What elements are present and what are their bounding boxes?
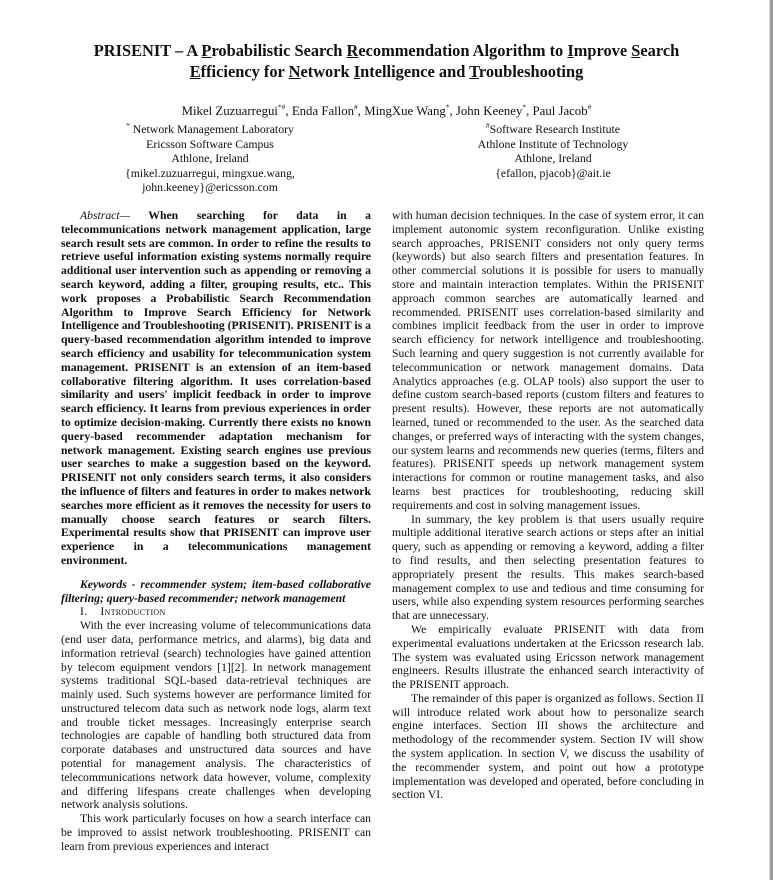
title-initial: T (469, 62, 479, 81)
affiliation-ericsson (60, 122, 360, 195)
abstract-text: When searching for data in a telecommunications network management application, large search result sets are common. In order to refine the results to retrieve useful information existing systems normally require additional user intervention such as appending or removing a search keyword, adding a filter, grouping results, etc.. This work proposes a Probabilistic Search Recommendation Algorithm to Improve Search Efficiency for Network Intelligence and Troubleshooting (PRISENIT). PRISENIT is a query-based recommendation algorithm intended to improve search efficiency and usability for telecommunication system management. PRISENIT is an extension of an item-based collaborative filtering algorithm. It uses correlation-based similarity and users' implicit feedback in order to improve search efficiency. It learns from previous experiences in order to optimize decision-making. Currently there exists no known query-based recommender adaptation mechanism for network management. Existing search engines use previous user searches to make a suggestion based on the keyword. PRISENIT not only considers search terms, it also considers the influence of filters and features in order to makes network searches more efficient as it removes the necessity for users to manually choose search features or search filters. Experimental results show that PRISENIT can improve user experience in a telecommunications management environment. (61, 209, 371, 567)
affiliation-mark: * (126, 121, 130, 131)
title-part: earch (640, 41, 680, 60)
title-initial: E (189, 62, 201, 81)
title-part: roubleshooting (478, 62, 584, 81)
abstract-label: Abstract— (80, 209, 130, 222)
title-part: PRISENIT – A (93, 41, 202, 60)
section-heading (61, 605, 371, 619)
body-paragraph: In summary, the key problem is that users usually require multiple additional iterative search actions or steps after an initial query, such as appending or removing a keyword, adding a filter to find results, and then selecting presentation features to appropriately present the results. This makes search-based management complex to use and tedious and time consuming for users, while also expending system resources performing searches that are unnecessary. (392, 512, 704, 623)
affiliation-mark: # (485, 121, 490, 131)
body-paragraph: With the ever increasing volume of telecommunications data (end user data, performance metrics, and alarms), big data and information retrieval (search) technologies have gained attention by telecom equipment vendors [1][2]. In network management systems traditional SQL-based data-retrieval techniques are mainly used. Such systems however are performance limited for unstructured telecom data such as network node logs, alarm text and trouble ticket messages. Increasingly enterprise search technologies are capable of handling both structured data from corporate databases and unstructured data sources and have potential for management analysis. The characteristics of telecommunications network data however, volume, complexity and differing lifespans create challenges when developing network analysis solutions. (61, 619, 371, 812)
paper-title (40, 40, 733, 82)
author-name: MingXue Wang (364, 104, 446, 118)
author-name: Paul Jacob (532, 104, 588, 118)
abstract (61, 209, 371, 568)
title-part: ecommendation Algorithm to (358, 41, 568, 60)
affiliation-line: Athlone, Ireland (171, 151, 249, 166)
title-part: fficiency for (200, 62, 289, 81)
body-paragraph: We empirically evaluate PRISENIT with data from experimental evaluations undertaken at the Ericsson research lab. The system was evaluated using Ericsson network management engineers. Results illustrate the enhanced search interactivity of the PRISENIT approach. (392, 622, 704, 692)
title-initial: N (288, 62, 301, 81)
author-mark: # (354, 102, 358, 112)
author-name: John Keeney (455, 104, 523, 118)
body-paragraph: with human decision techniques. In the case of system error, it can implement autonomic system reconfiguration. Unlike existing search approaches, PRISENIT considers not only query terms (keywords) but also search filters and presentation features. In other commercial solutions it is possible for users to manually store and maintain interaction templates. Within the PRISENIT approach common searches are automatically learned and recommended. PRISENIT uses correlation-based similarity and combines implicit feedback from the user in order to improve search efficiency for network intelligence and troubleshooting. Such learning and query suggestion is not currently available for telecommunication or network management domains. Data Analytics approaches (e.g. OLAP tools) also support the user to define custom search-based reports (custom filters and features to present results). However, these reports are not automatically learned, tuned or recommended to the user. As the searched data changes, or preferred ways of interacting with the system changes, our system learns and recommends new queries (terms, filters and features). PRISENIT speeds up network management system interactions for common or routine management tasks, and also learns best practices for troubleshooting, reducing skill requirements and cost in solving management issues. (392, 209, 704, 512)
section-number: I. (80, 605, 88, 619)
title-initial: I (353, 62, 361, 81)
affiliation-line: Athlone Institute of Technology (477, 136, 629, 151)
title-initial: S (631, 41, 641, 60)
section-title: Introduction (100, 605, 166, 619)
body-paragraph: The remainder of this paper is organized as follows. Section II will introduce related work about how to personalize search engine interfaces. Section III shows the architecture and methodology of the recommender system. Section IV will show the system application. In section V, we discuss the usability of the recommender system, and point out how a prototype implementation was developed and operated, before concluding in section VI. (392, 691, 704, 802)
title-initial: I (567, 41, 574, 60)
author-name: Mikel Zuzuarregui (181, 104, 278, 118)
author-mark: *# (277, 102, 286, 112)
affiliation-line: {mikel.zuzuarregui, mingxue.wang, (125, 165, 295, 180)
title-initial: R (346, 41, 359, 60)
keywords: Keywords - recommender system; item-based collaborative filtering; query-based recommender; network management (61, 577, 371, 605)
title-line-2 (40, 61, 733, 82)
right-column (392, 209, 704, 802)
title-part: ntelligence and (360, 62, 470, 81)
title-part: robabilistic Search (211, 41, 347, 60)
left-column (61, 209, 371, 854)
author-mark: # (587, 102, 592, 112)
affiliation-line: Network Management Laboratory (132, 122, 294, 136)
affiliation-ait (403, 122, 703, 180)
author-mark: * (522, 102, 527, 112)
title-line-1 (40, 40, 733, 61)
affiliation-email: {efallon, pjacob}@ait.ie (495, 165, 611, 180)
affiliation-email: john.keeney}@ericsson.com (142, 180, 278, 195)
affiliation-line: Ericsson Software Campus (146, 136, 274, 151)
affiliation-line: Software Research Institute (489, 122, 621, 136)
author-mark: * (445, 102, 450, 112)
body-paragraph: This work particularly focuses on how a search interface can be improved to assist network troubleshooting. PRISENIT can learn from previous experiences and interact (61, 812, 371, 853)
title-part: mprove (573, 41, 632, 60)
title-part: etwork (300, 62, 354, 81)
author-name: Enda Fallon (291, 104, 355, 118)
author-list: Mikel Zuzuarregui*#, Enda Fallon#, MingXue Wang*, John Keeney*, Paul Jacob# (181, 102, 592, 118)
title-initial: P (201, 41, 212, 60)
affiliation-line: Athlone, Ireland (514, 151, 592, 166)
